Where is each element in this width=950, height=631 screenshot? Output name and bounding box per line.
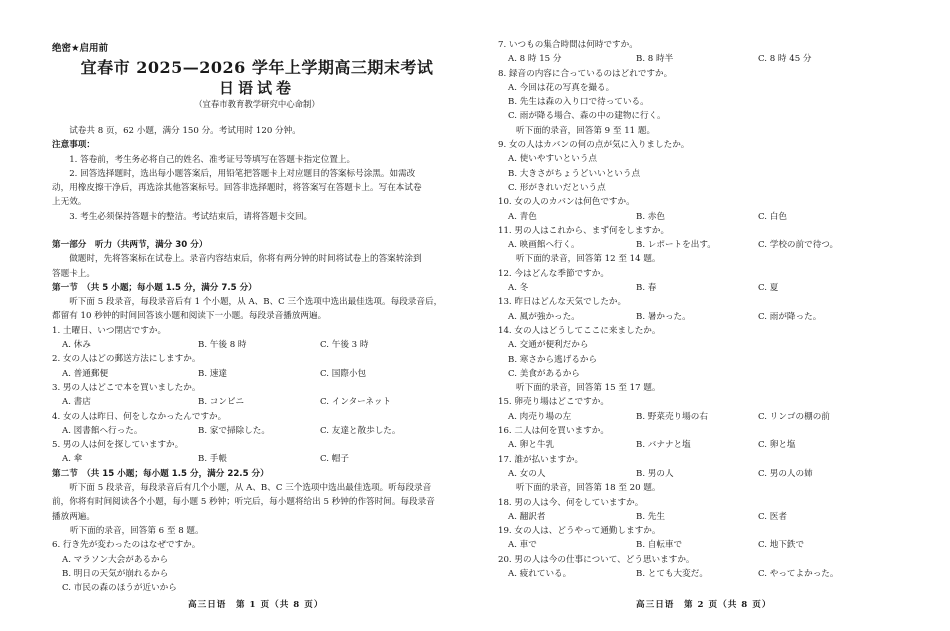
question-text: 8. 録音の内容に合っているのはどれですか。 (498, 68, 673, 79)
part1-desc-1: 做题时，先将答案标在试卷上。录音内容结束后，你将有两分钟的时间将试卷上的答案转涂到 (69, 254, 422, 265)
option-b: B. 8 時半 (636, 54, 674, 65)
exam-subtitle: 日语试卷 (218, 79, 295, 97)
question-1 (52, 324, 462, 353)
option-a: A. 女の人 (508, 468, 546, 479)
exam-info: 试卷共 8 页，62 小题，满分 150 分。考试用时 120 分钟。 (69, 126, 301, 136)
question-text: 14. 女の人はどうしてここに来ましたか。 (498, 325, 661, 336)
option-a: A. 交通が便利だから (508, 340, 589, 351)
question-text: 12. 今はどんな季節ですか。 (498, 268, 609, 279)
option-b: B. 男の人 (636, 468, 674, 479)
question-6 (52, 538, 462, 595)
option-c: C. 雨が降った。 (758, 311, 822, 322)
part1-desc-2: 答题卡上。 (52, 268, 95, 279)
question-text: 1. 土曜日、いつ閉店ですか。 (52, 325, 167, 336)
option-a: A. 休み (62, 340, 91, 351)
option-b: B. 家で掃除した。 (198, 425, 270, 436)
instruction-18-20: 听下面的录音，回答第 18 至 20 题。 (516, 483, 661, 494)
question-text: 5. 男の人は何を探していますか。 (52, 440, 184, 451)
option-b: B. とても大変だ。 (636, 568, 708, 579)
option-a: A. 風が強かった。 (508, 311, 580, 322)
option-a: A. 普通郵便 (62, 368, 109, 379)
option-c: C. 夏 (758, 283, 779, 294)
option-b: B. 赤色 (636, 211, 665, 222)
option-a: A. 卵と牛乳 (508, 440, 555, 451)
section1-desc-1: 听下面 5 段录音，每段录音后有 1 个小题，从 A、B、C 三个选项中选出最佳选项。每段录音后， (69, 297, 443, 308)
option-b: B. 明日の天気が崩れるから (62, 568, 169, 579)
note-2c: 上无效。 (52, 197, 87, 208)
question-text: 16. 二人は何を買いますか。 (498, 426, 609, 437)
question-20 (498, 553, 918, 582)
question-text: 9. 女の人はカバンの何の点が気に入りましたか。 (498, 140, 690, 151)
option-c: C. 友達と散歩した。 (320, 425, 401, 436)
question-18 (498, 496, 918, 525)
question-text: 3. 男の人はどこで本を買いましたか。 (52, 382, 201, 393)
question-16 (498, 424, 918, 453)
option-c: C. インターネット (320, 397, 392, 408)
right-page-questions (498, 38, 918, 581)
option-c: C. 雨が降る場合、森の中の建物に行く。 (508, 111, 666, 122)
question-text: 17. 誰が払いますか。 (498, 454, 584, 465)
question-17 (498, 453, 918, 482)
exam-editor: （宜春市教育教学研究中心命制） (194, 99, 320, 109)
instruction-12-14: 听下面的录音，回答第 12 至 14 题。 (516, 254, 661, 265)
question-5 (52, 438, 462, 467)
question-7 (498, 38, 918, 67)
option-a: A. 8 時 15 分 (508, 54, 562, 65)
option-a: A. 疲れている。 (508, 568, 572, 579)
question-11 (498, 224, 918, 253)
instruction-9-11: 听下面的录音，回答第 9 至 11 题。 (516, 125, 656, 136)
option-b: B. 寒さから逃げるから (508, 354, 598, 365)
option-a: A. 青色 (508, 211, 537, 222)
question-text: 11. 男の人はこれから、まず何をしますか。 (498, 225, 670, 236)
section1-title: 第一节 （共 5 小题；每小题 1.5 分，满分 7.5 分） (52, 282, 257, 293)
option-a: A. 今回は花の写真を撮る。 (508, 82, 615, 93)
question-text: 2. 女の人はどの郵送方法にしますか。 (52, 354, 201, 365)
option-c: C. やってよかった。 (758, 568, 839, 579)
option-a: A. マラソン大会があるから (62, 554, 169, 565)
notes-title: 注意事项： (52, 140, 95, 151)
option-b: B. 速達 (198, 368, 227, 379)
option-c: C. 美食があるから (508, 368, 580, 379)
part1-title: 第一部分 听力（共两节，满分 30 分） (52, 240, 208, 250)
question-text: 20. 男の人は今の仕事について、どう思いますか。 (498, 554, 695, 565)
section2-title: 第二节 （共 15 小题；每小题 1.5 分，满分 22.5 分） (52, 468, 269, 479)
option-c: C. 国際小包 (320, 368, 367, 379)
question-19 (498, 524, 918, 553)
question-4 (52, 410, 462, 439)
question-text: 4. 女の人は昨日、何をしなかったんですか。 (52, 411, 227, 422)
option-c: C. 医者 (758, 511, 787, 522)
section2-desc-1: 听下面 5 段录音，每段录音后有几个小题，从 A、B、C 三个选项中选出最佳选项。听每段录音 (69, 483, 432, 494)
option-c: C. 市民の森のほうが近いから (62, 583, 177, 594)
option-b: B. 野菜売り場の右 (636, 411, 708, 422)
option-b: B. 大きさがちょうどいいという点 (508, 168, 641, 179)
option-c: C. 白色 (758, 211, 787, 222)
option-a: A. 翻訳者 (508, 511, 546, 522)
instruction-6-8: 听下面的录音，回答第 6 至 8 题。 (70, 525, 204, 536)
note-1: 1. 答卷前，考生务必将自己的姓名、准考证号等填写在答题卡指定位置上。 (69, 154, 356, 165)
section2-desc-2: 前，你将有时间阅读各个小题，每小题 5 秒钟；听完后，每小题将给出 5 秒钟的作答时间。每段录音 (52, 497, 435, 508)
question-text: 7. いつもの集合時間は何時ですか。 (498, 40, 638, 50)
part1-listening (52, 238, 462, 595)
option-b: B. 午後 8 時 (198, 340, 247, 351)
instruction-15-17: 听下面的录音，回答第 15 至 17 题。 (516, 383, 661, 394)
option-b: B. 暑かった。 (636, 311, 691, 322)
page-footer-right: 高三日语 第 2 页（共 8 页） (636, 600, 772, 610)
note-2b: 动，用橡皮擦干净后，再选涂其他答案标号。回答非选择题时，将答案写在答题卡上。写在本试卷 (52, 183, 422, 194)
option-b: B. コンビニ (198, 397, 245, 408)
question-15 (498, 395, 918, 424)
question-14 (498, 324, 918, 381)
option-a: A. 肉売り場の左 (508, 411, 572, 422)
exam-notes (52, 124, 462, 224)
option-b: B. 手帳 (198, 454, 227, 465)
option-c: C. 午後 3 時 (320, 340, 369, 351)
section1-desc-2: 都留有 10 秒钟的时间回答该小题和阅读下一小题。每段录音播放两遍。 (52, 311, 327, 322)
option-c: C. 学校の前で待つ。 (758, 240, 839, 251)
exam-title: 宜春市 2025—2026 学年上学期高三期末考试 (80, 58, 434, 77)
question-13 (498, 295, 918, 324)
question-12 (498, 267, 918, 296)
question-text: 10. 女の人のカバンは何色ですか。 (498, 197, 635, 208)
option-c: C. 8 時 45 分 (758, 54, 812, 65)
question-2 (52, 352, 462, 381)
option-a: A. 映画館へ行く。 (508, 240, 580, 251)
option-b: B. 先生は森の入り口で待っている。 (508, 97, 649, 108)
option-b: B. 春 (636, 283, 657, 294)
option-a: A. 車で (508, 540, 537, 551)
option-c: C. 形がきれいだという点 (508, 182, 606, 193)
option-c: C. 卵と塩 (758, 440, 796, 451)
question-3 (52, 381, 462, 410)
option-c: C. 地下鉄で (758, 540, 805, 551)
option-a: A. 使いやすいという点 (508, 154, 598, 165)
option-b: B. バナナと塩 (636, 440, 691, 451)
section2-desc-3: 播放两遍。 (52, 511, 95, 522)
question-text: 18. 男の人は今、何をしていますか。 (498, 497, 644, 508)
option-a: A. 冬 (508, 283, 529, 294)
note-2a: 2. 回答选择题时，选出每小题答案后，用铅笔把答题卡上对应题目的答案标号涂黑。如需改 (69, 168, 416, 179)
option-a: A. 書店 (62, 397, 91, 408)
option-c: C. 帽子 (320, 454, 349, 465)
question-8 (498, 67, 918, 124)
option-b: B. レポートを出す。 (636, 240, 716, 251)
question-text: 6. 行き先が変わったのはなぜですか。 (52, 540, 201, 551)
option-b: B. 先生 (636, 511, 665, 522)
note-3: 3. 考生必须保持答题卡的整洁。考试结束后，请将答题卡交回。 (69, 211, 313, 222)
question-10 (498, 195, 918, 224)
question-9 (498, 138, 918, 195)
page-footer-left: 高三日语 第 1 页（共 8 页） (188, 600, 324, 610)
question-text: 15. 卵売り場はどこですか。 (498, 397, 609, 408)
option-c: C. 男の人の姉 (758, 468, 813, 479)
option-c: C. リンゴの棚の前 (758, 411, 830, 422)
question-text: 13. 昨日はどんな天気でしたか。 (498, 297, 627, 308)
question-text: 19. 女の人は、どうやって通勤しますか。 (498, 526, 661, 537)
option-a: A. 傘 (62, 454, 83, 465)
option-a: A. 図書館へ行った。 (62, 425, 143, 436)
confidential-mark: 绝密★启用前 (52, 43, 109, 54)
option-b: B. 自転車で (636, 540, 683, 551)
